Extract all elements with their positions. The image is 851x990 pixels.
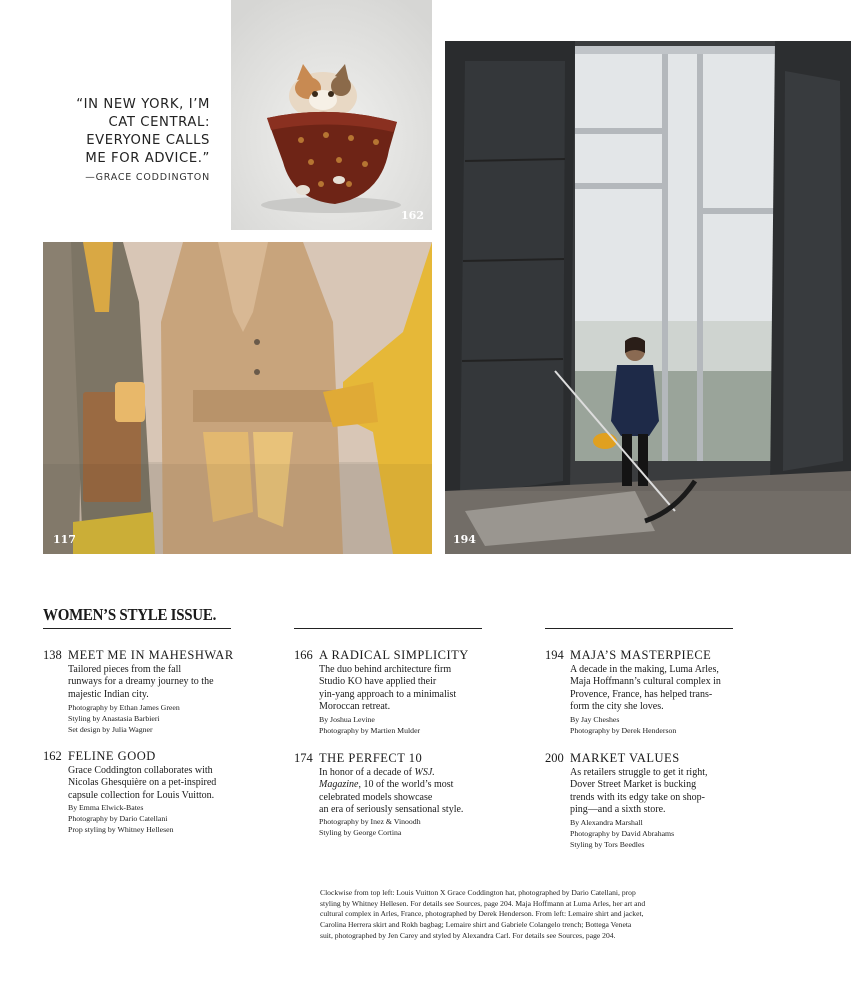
desc-line: Moroccan retreat. (319, 701, 391, 713)
credit-line: By Alexandra Marshall (570, 818, 643, 827)
entry-credits (570, 714, 745, 736)
caption-line: styling by Whitney Hellesen. For details see Sources, page 204. Maja Hoffmann at Luma Arles, her art and (320, 898, 646, 908)
entry-credits (68, 802, 243, 835)
credit-line: Photography by Dario Catellani (68, 814, 168, 823)
entry-page-number: 200 (545, 751, 564, 765)
desc-line (319, 767, 494, 779)
entry-page-number: 174 (294, 751, 313, 765)
desc-line: Dover Street Market is bucking (570, 779, 697, 791)
desc-line: celebrated models showcase (319, 791, 433, 803)
desc-line: trends with its edgy take on shop- (570, 791, 705, 803)
desc-line: yin-yang approach to a minimalist (319, 688, 457, 700)
quote-line: ME FOR ADVICE.” (85, 151, 210, 166)
entry-title[interactable]: MAJA’S MASTERPIECE (570, 648, 712, 662)
toc-entry[interactable] (43, 648, 243, 738)
toc-entry[interactable] (294, 648, 494, 738)
desc-line: Nicolas Ghesquière on a pet-inspired (68, 777, 217, 789)
page-number-label: 117 (53, 533, 76, 546)
credit-line: Photography by Inez & Vinoodh (319, 817, 421, 826)
entry-title[interactable]: MEET ME IN MAHESHWAR (68, 648, 234, 662)
credit-line: Photography by Ethan James Green (68, 703, 180, 712)
desc-line: Grace Coddington collaborates with (68, 765, 213, 776)
entry-page-number: 162 (43, 749, 62, 763)
column-divider (43, 628, 231, 629)
desc-italic: Magazine (319, 779, 359, 791)
quote-attribution: —GRACE CODDINGTON (85, 172, 210, 183)
toc-entry[interactable] (43, 749, 243, 839)
entry-title[interactable]: A RADICAL SIMPLICITY (319, 648, 469, 662)
credit-line: Set design by Julia Wagner (68, 725, 153, 734)
entry-credits (570, 817, 745, 850)
desc-line: A decade in the making, Luma Arles, (570, 664, 719, 675)
entry-description (68, 664, 243, 701)
entry-description (570, 664, 745, 714)
caption-line: cultural complex in Arles, France, photographed by Derek Henderson. From left: Lemaire shirt and jacket, (320, 909, 644, 919)
section-title: WOMEN’S STYLE ISSUE. (43, 605, 217, 624)
desc-line: ping—and a sixth store. (570, 804, 666, 816)
entry-description (570, 767, 745, 817)
caption-line: Carolina Herrera skirt and Rokh bagbag; Lemaire shirt and Gabriele Colangelo trench; Bottega Veneta (320, 920, 632, 930)
credit-line: Photography by Martien Mulder (319, 726, 421, 735)
credit-line: Styling by George Cortina (319, 828, 402, 837)
toc-entry[interactable] (294, 751, 494, 841)
photo-caption (320, 888, 730, 942)
desc-line: Provence, France, has helped trans- (570, 688, 713, 700)
credit-line: Photography by Derek Henderson (570, 726, 677, 735)
caption-line: Clockwise from top left: Louis Vuitton X Grace Coddington hat, photographed by Dario Catellani, prop (320, 888, 636, 897)
pull-quote (40, 96, 210, 183)
desc-line: an era of seriously sensational style. (319, 804, 464, 816)
column-divider (545, 628, 733, 629)
desc-text: In honor of a decade of (319, 767, 415, 778)
fashion-photo (43, 242, 432, 554)
desc-line: Studio KO have applied their (319, 676, 437, 688)
credit-line: By Emma Elwick-Bates (68, 803, 144, 812)
desc-line: Maja Hoffmann’s cultural complex in (570, 676, 721, 688)
entry-page-number: 194 (545, 648, 564, 662)
quote-line: CAT CENTRAL: (108, 115, 210, 130)
desc-line (319, 779, 494, 791)
entry-page-number: 138 (43, 648, 62, 662)
page-number-label: 162 (401, 209, 424, 222)
desc-line: As retailers struggle to get it right, (570, 767, 708, 778)
interior-photo (445, 41, 851, 554)
entry-description (319, 664, 494, 714)
credit-line: By Joshua Levine (319, 715, 375, 724)
quote-line: EVERYONE CALLS (86, 133, 210, 148)
credit-line: Prop styling by Whitney Hellesen (68, 825, 174, 834)
entry-credits (319, 816, 494, 838)
credit-line: By Jay Cheshes (570, 715, 620, 724)
desc-italic: WSJ. (414, 767, 435, 778)
toc-entry[interactable] (545, 751, 745, 851)
desc-line: form the city she loves. (570, 701, 664, 713)
entry-description (68, 765, 243, 802)
entry-title[interactable]: MARKET VALUES (570, 751, 680, 765)
desc-line: runways for a dreamy journey to the (68, 676, 214, 688)
desc-line: capsule collection for Louis Vuitton. (68, 789, 215, 801)
desc-line: majestic Indian city. (68, 688, 149, 700)
caption-line: suit, photographed by Jen Carey and styled by Alexandra Carl. For details see Sources, page 204. (320, 930, 616, 940)
desc-text: , 10 of the world’s most (358, 779, 454, 791)
desc-line: The duo behind architecture firm (319, 664, 452, 675)
entry-page-number: 166 (294, 648, 313, 662)
quote-line: “IN NEW YORK, I’M (76, 97, 210, 112)
entry-title[interactable]: THE PERFECT 10 (319, 751, 423, 765)
entry-credits (68, 702, 243, 735)
cat-hat-photo (231, 0, 432, 230)
desc-line: Tailored pieces from the fall (68, 664, 182, 675)
credit-line: Styling by Tors Beedles (570, 840, 645, 849)
page-number-label: 194 (453, 533, 476, 546)
credit-line: Photography by David Abrahams (570, 829, 675, 838)
credit-line: Styling by Anastasia Barbieri (68, 714, 160, 723)
entry-credits (319, 714, 494, 736)
toc-entry[interactable] (545, 648, 745, 738)
column-divider (294, 628, 482, 629)
entry-title[interactable]: FELINE GOOD (68, 749, 156, 763)
entry-description (319, 767, 494, 817)
